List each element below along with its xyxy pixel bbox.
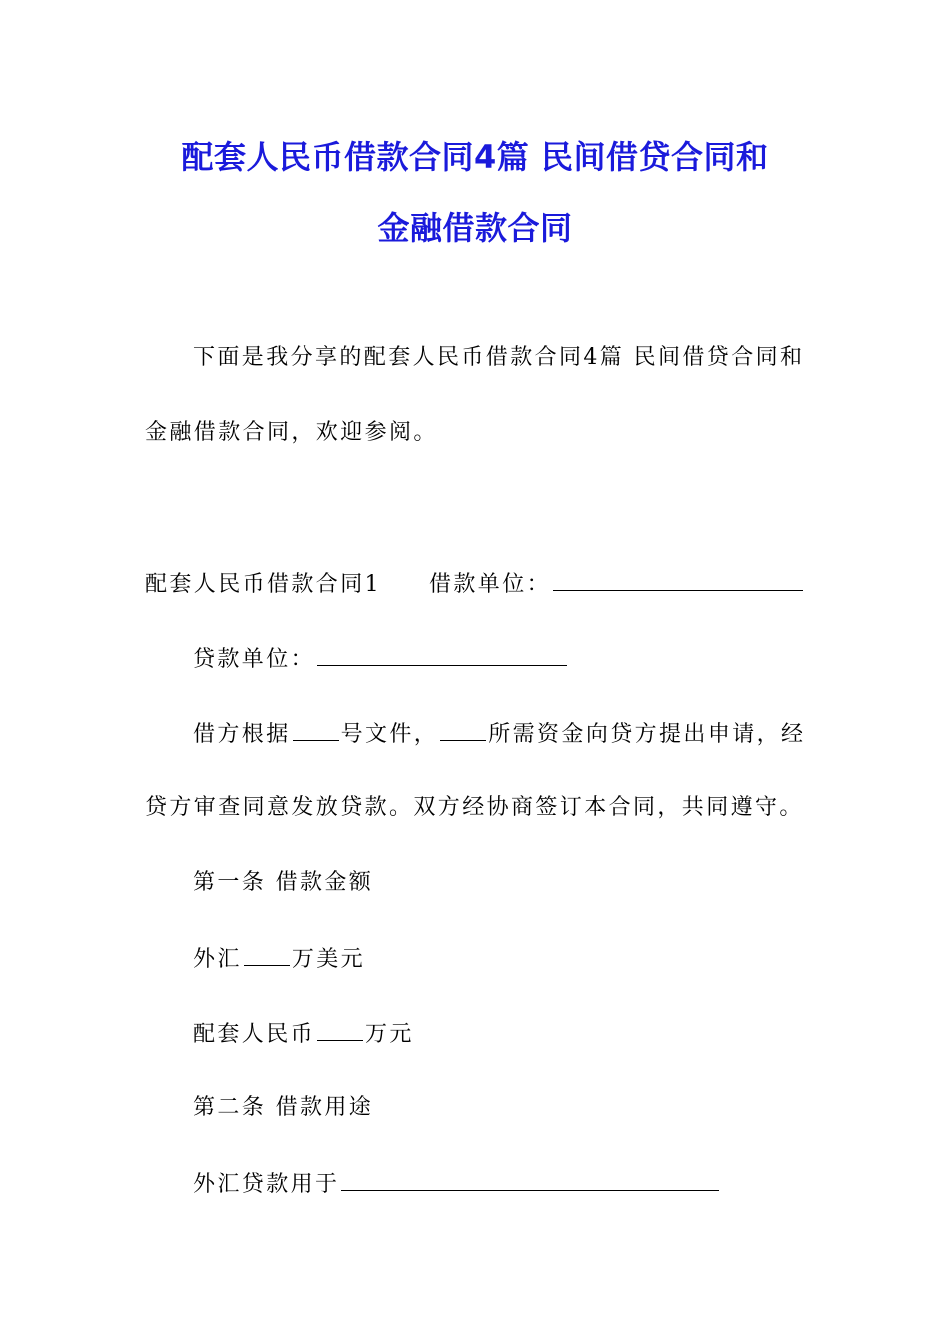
forex-amount-row: [193, 943, 365, 975]
rmb-label: 配套人民币: [193, 1022, 316, 1047]
document-title-line2: 金融借款合同: [377, 209, 573, 247]
borrower-blank[interactable]: [553, 568, 803, 591]
rmb-unit: 万元: [365, 1022, 414, 1047]
intro-paragraph-line1: 下面是我分享的配套人民币借款合同4篇 民间借贷合同和: [193, 345, 805, 370]
document-number-blank[interactable]: [293, 718, 339, 741]
forex-use-row: [193, 1168, 721, 1200]
borrower-label: 借款单位：: [429, 572, 552, 597]
lender-row: [193, 643, 569, 675]
forex-unit: 万美元: [291, 947, 366, 972]
lender-label: 贷款单位：: [193, 647, 316, 672]
paragraph1-line1: [193, 718, 805, 750]
para1-text-c: 所需资金向贷方提出申请，经: [488, 722, 806, 747]
forex-use-blank[interactable]: [341, 1168, 719, 1191]
forex-amount-blank[interactable]: [244, 943, 290, 966]
para1-text-b: 号文件，: [340, 722, 439, 747]
article2-heading: 第二条 借款用途: [193, 1095, 374, 1120]
lender-blank[interactable]: [317, 643, 567, 666]
paragraph1-line2: 贷方审查同意发放贷款。双方经协商签订本合同，共同遵守。: [145, 795, 804, 820]
forex-use-label: 外汇贷款用于: [193, 1172, 340, 1197]
rmb-amount-row: [193, 1018, 414, 1050]
contract1-heading-row: [145, 568, 805, 600]
rmb-amount-blank[interactable]: [317, 1018, 363, 1041]
article1-heading: 第一条 借款金额: [193, 870, 374, 895]
contract1-heading: 配套人民币借款合同1: [145, 572, 381, 597]
forex-label: 外汇: [193, 947, 242, 972]
para1-text-a: 借方根据: [193, 722, 291, 747]
intro-paragraph-line2: 金融借款合同，欢迎参阅。: [145, 420, 438, 445]
purpose-blank[interactable]: [440, 718, 486, 741]
document-title-line1: 配套人民币借款合同4篇 民间借贷合同和: [181, 138, 769, 176]
